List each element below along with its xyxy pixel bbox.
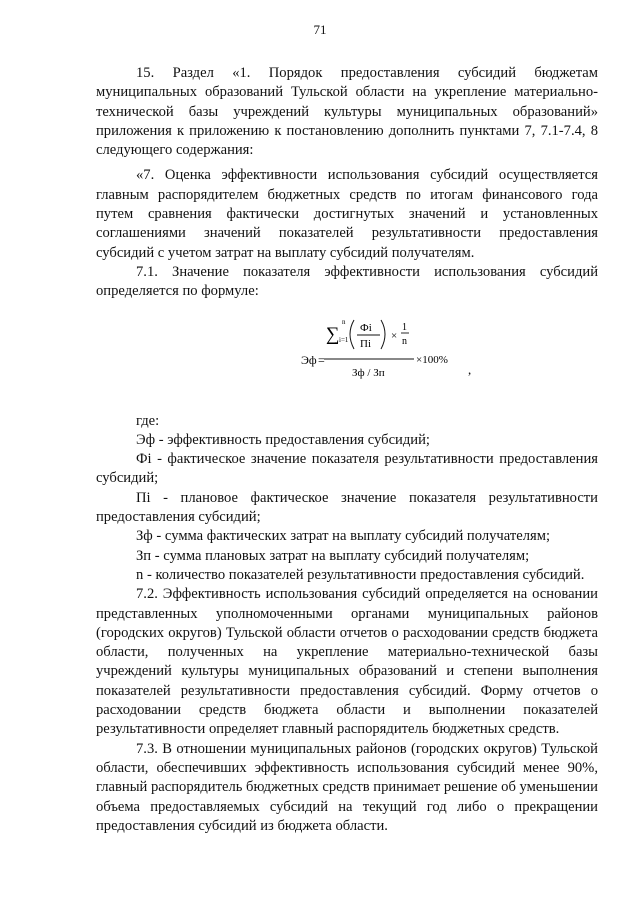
formula-comma: , [468,361,472,377]
paragraph-7-2: 7.2. Эффективность использования субсидий определяется на основании представленных уполномоченными органами муниципальных районов (городских округов) Тульской области отчетов о расходовании средств бюджета области, полученных на укрепление материально-технической базы учреждений культуры муниципальных образований и степени выполнения показателей результативности предоставления субсидий. Форму отчетов о расходовании средств бюджета области и выполнении показателей результативности определяет главный распорядитель бюджетных средств. [96,586,598,738]
formula-lhs: Эф [301,352,317,367]
definition-item: n - количество показателей результативности предоставления субсидий. [136,566,585,583]
definition-item: Пi - плановое фактическое значение показателя результативности предоставления субсидий; [96,489,598,526]
formula-times: × [391,329,398,342]
paragraph-7: «7. Оценка эффективности использования субсидий осуществляется главным распорядителем бюджетных средств по итогам финансового года путем сравнения фактически достигнутых значений и установленных соглашениями значений показателей результативности предоставления субсидий с учетом затрат на выплату субсидий получателям. [96,167,598,261]
formula-n: n [402,335,407,347]
page-number: 71 [313,22,327,37]
formula-paren-right [381,320,385,349]
definitions-list [96,412,598,586]
definitions-intro: где: [136,412,160,429]
formula-denominator: Зф / Зп [352,366,385,379]
efficiency-formula [96,302,598,398]
formula-paren-left [350,320,354,349]
definition-item: Зп - сумма плановых затрат на выплату субсидий получателям; [136,547,530,564]
formula-sum-sign: ∑ [326,323,340,345]
definition-item: Зф - сумма фактических затрат на выплату субсидий получателям; [136,528,550,545]
formula-sum-upper: n [342,317,346,326]
formula-pi: Пi [360,337,371,350]
document-body [96,64,598,836]
paragraph-15: 15. Раздел «1. Порядок предоставления субсидий бюджетам муниципальных образований Тульской области на укрепление материально-технической базы учреждений культуры муниципальных образований» приложения к приложению к постановлению дополнить пунктами 7, 7.1-7.4, 8 следующего содержания: [96,65,598,159]
paragraph-7-1: 7.1. Значение показателя эффективности использования субсидий определяется по формуле: [96,263,598,300]
paragraph-7-3: 7.3. В отношении муниципальных районов (городских округов) Тульской области, обеспечивших эффективность использования субсидий менее 90%, главный распорядитель бюджетных средств принимает решение об уменьшении объема предоставляемых субсидий на текущий год либо о прекращении предоставления субсидий из бюджета области. [96,740,598,834]
formula-equals: = [318,352,325,367]
formula-graphic [96,302,598,398]
formula-factor: ×100% [416,353,448,366]
definition-item: Фi - фактическое значение показателя результативности предоставления субсидий; [96,451,598,487]
formula-sum-lower: i=1 [339,335,349,344]
formula-one: 1 [402,321,407,333]
definition-item: Эф - эффективность предоставления субсидий; [136,431,430,448]
formula-fi: Фi [360,321,372,334]
